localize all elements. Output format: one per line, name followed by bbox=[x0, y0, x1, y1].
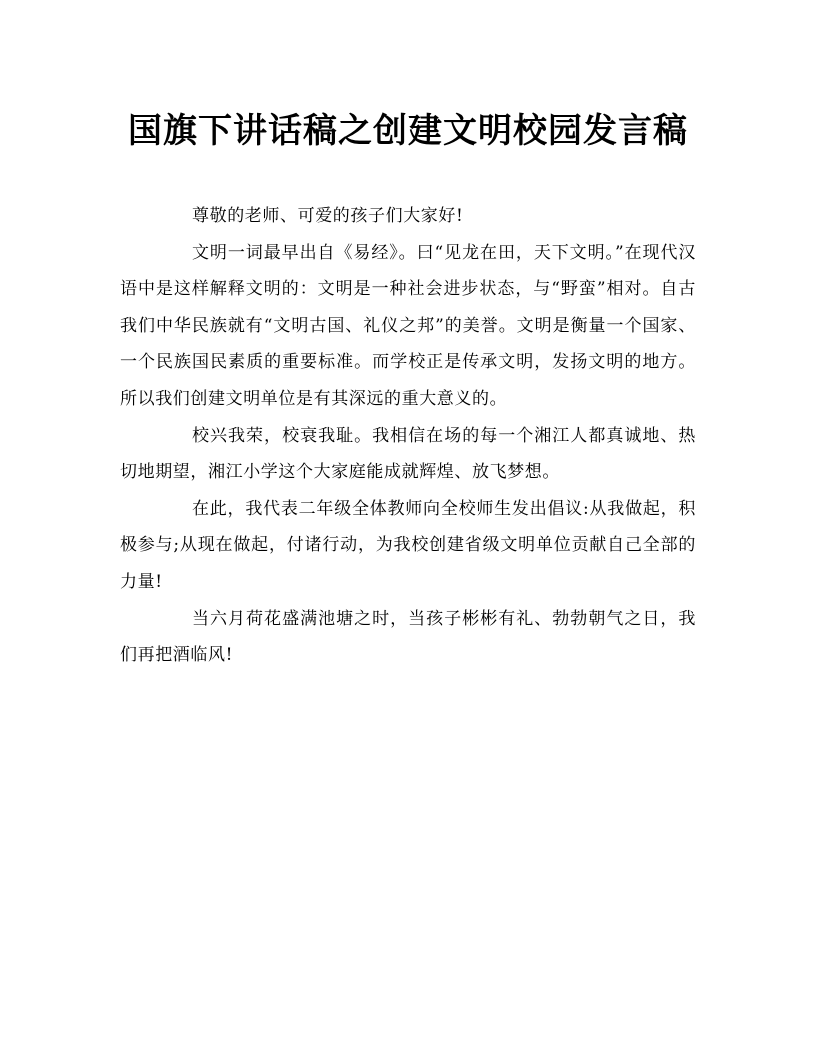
paragraph-proposal: 在此，我代表二年级全体教师向全校师生发出倡议:从我做起，积极参与;从现在做起，付诸行动，为我校创建省级文明单位贡献自己全部的力量! bbox=[120, 498, 696, 592]
paragraph-closing: 当六月荷花盛满池塘之时，当孩子彬彬有礼、勃勃朝气之日，我们再把酒临风! bbox=[120, 608, 696, 666]
paragraph-greeting: 尊敬的老师、可爱的孩子们大家好! bbox=[192, 206, 464, 226]
document-body bbox=[120, 198, 696, 674]
page-title: 国旗下讲话稿之创建文明校园发言稿 bbox=[128, 111, 688, 151]
paragraph-origin-of-civilization: 文明一词最早出自《易经》。曰“见龙在田，天下文明。”在现代汉语中是这样解释文明的：文明是一种社会进步状态，与“野蛮”相对。自古我们中华民族就有“文明古国、礼仪之邦”的美誉。文明是衡量一个国家、一个民族国民素质的重要标准。而学校正是传承文明，发扬文明的地方。所以我们创建文明单位是有其深远的重大意义的。 bbox=[120, 242, 696, 409]
paragraph-school-honor: 校兴我荣，校衰我耻。我相信在场的每一个湘江人都真诚地、热切地期望，湘江小学这个大家庭能成就辉煌、放飞梦想。 bbox=[120, 425, 696, 483]
